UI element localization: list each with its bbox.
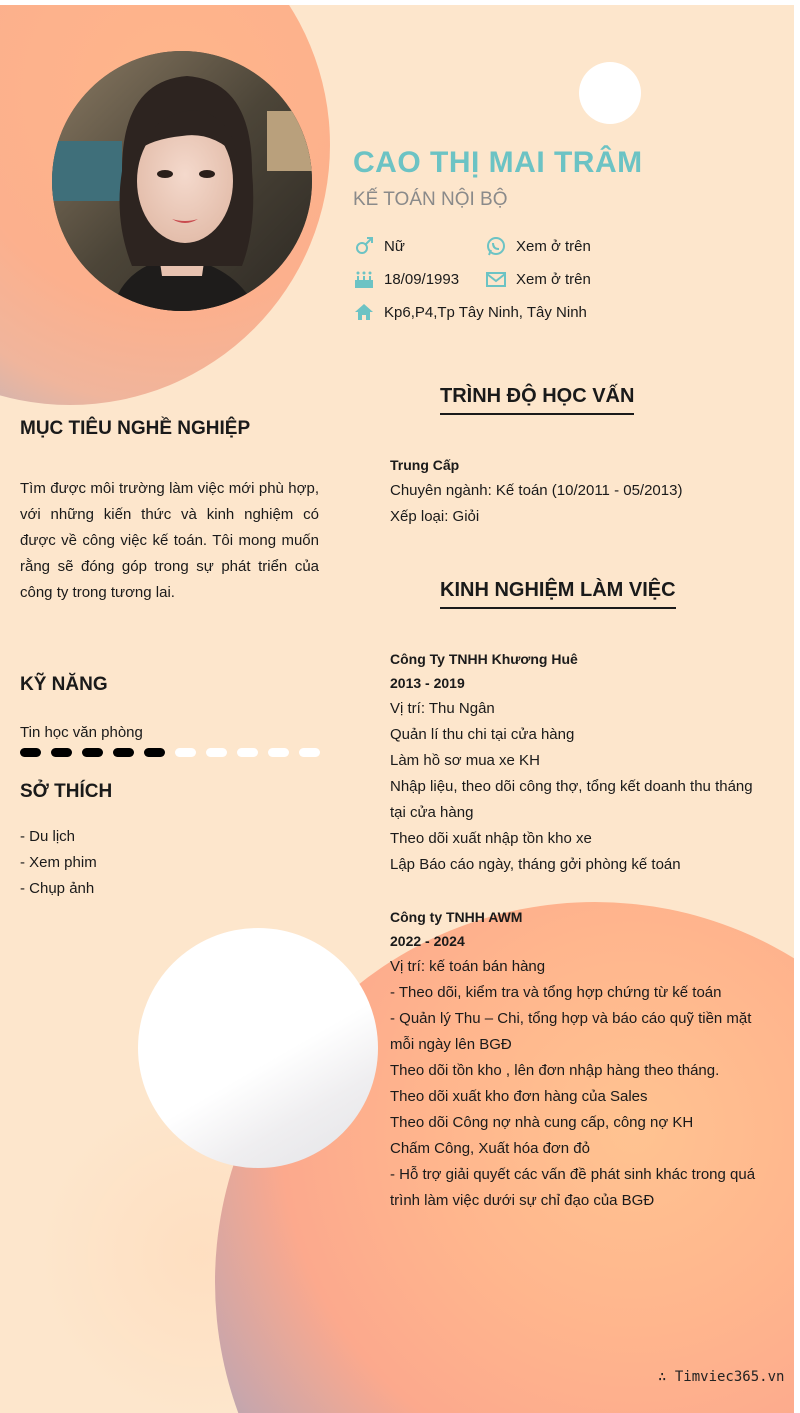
skill-dash-filled [113, 748, 134, 757]
job-detail-line: mỗi ngày lên BGĐ [390, 1036, 512, 1053]
cv-page [0, 5, 794, 1413]
job-detail-line: Làm hồ sơ mua xe KH [390, 752, 540, 769]
email-row [485, 268, 591, 290]
job-company: Công Ty TNHH Khương Huê [390, 651, 578, 667]
mail-icon [485, 268, 507, 290]
skill-name: Tin học văn phòng [20, 724, 143, 741]
birthday-value: 18/09/1993 [384, 270, 460, 288]
job-detail-line: - Quản lý Thu – Chi, tổng hợp và báo cáo quỹ tiền mặt [390, 1010, 752, 1027]
decor-circle-big [138, 928, 378, 1168]
home-icon [353, 301, 375, 323]
education-grade: Xếp loại: Giỏi [390, 508, 480, 525]
job-detail-line: trình làm việc dưới sự chỉ đạo của BGĐ [390, 1192, 655, 1209]
job-title: KẾ TOÁN NỘI BỘ [353, 189, 508, 210]
education-title: TRÌNH ĐỘ HỌC VẤN [440, 385, 634, 415]
avatar [52, 51, 312, 311]
gender-row [353, 235, 405, 257]
skill-dash-filled [20, 748, 41, 757]
phone-value: Xem ở trên [516, 237, 591, 255]
job-detail-line: - Theo dõi, kiểm tra và tổng hợp chứng từ kế toán [390, 984, 722, 1001]
candidate-name: CAO THỊ MAI TRÂM [353, 146, 643, 179]
email-value: Xem ở trên [516, 270, 591, 288]
hobby-item: - Xem phim [20, 854, 97, 871]
skill-dash-empty [237, 748, 258, 757]
job-detail-line: Vị trí: kế toán bán hàng [390, 958, 546, 975]
job-detail-line: Vị trí: Thu Ngân [390, 700, 495, 717]
skills-title: KỸ NĂNG [20, 674, 108, 695]
gender-icon [353, 235, 375, 257]
gender-value: Nữ [384, 237, 405, 255]
objective-text: Tìm được môi trường làm việc mới phù hợp, với những kiến thức và kinh nghiệm có được về công việc kế toán. Tôi mong muốn rằng sẽ đóng góp trong sự phát triển của công ty trong tương lai. [20, 480, 319, 601]
job-company: Công ty TNHH AWM [390, 909, 523, 925]
skill-dash-filled [144, 748, 165, 757]
job-detail-line: Theo dõi xuất nhập tồn kho xe [390, 830, 592, 847]
skill-level-bar [20, 748, 320, 757]
whatsapp-icon [485, 235, 507, 257]
job-detail-line: Chấm Công, Xuất hóa đơn đỏ [390, 1140, 590, 1157]
avatar-photo [52, 51, 312, 311]
education-school: Trung Cấp [390, 457, 460, 473]
skill-dash-filled [51, 748, 72, 757]
job-detail-line: Theo dõi tồn kho , lên đơn nhập hàng theo tháng. [390, 1062, 720, 1079]
skill-dash-empty [175, 748, 196, 757]
birthday-row [353, 268, 459, 290]
hobbies-title: SỞ THÍCH [20, 781, 113, 802]
job-detail-line: Lập Báo cáo ngày, tháng gởi phòng kế toán [390, 856, 681, 873]
hobby-item: - Du lịch [20, 828, 76, 845]
job-detail-line: tại cửa hàng [390, 804, 474, 821]
job-detail-line: Theo dõi xuất kho đơn hàng của Sales [390, 1088, 648, 1105]
birthday-cake-icon [353, 268, 375, 290]
experience-title: KINH NGHIỆM LÀM VIỆC [440, 579, 676, 609]
address-value: Kp6,P4,Tp Tây Ninh, Tây Ninh [384, 303, 587, 321]
job-period: 2013 - 2019 [390, 675, 465, 691]
skill-dash-filled [82, 748, 103, 757]
job-detail-line: Quản lí thu chi tại cửa hàng [390, 726, 575, 743]
phone-row [485, 235, 591, 257]
job-detail-line: - Hỗ trợ giải quyết các vấn đề phát sinh khác trong quá [390, 1166, 756, 1183]
objective-title: MỤC TIÊU NGHỀ NGHIỆP [20, 418, 251, 439]
address-row [353, 301, 587, 323]
education-major: Chuyên ngành: Kế toán (10/2011 - 05/2013) [390, 482, 683, 499]
job-period: 2022 - 2024 [390, 933, 465, 949]
skill-dash-empty [206, 748, 227, 757]
job-detail-line: Theo dõi Công nợ nhà cung cấp, công nợ KH [390, 1114, 694, 1131]
watermark: ∴ Timviec365.vn [658, 1369, 785, 1385]
hobby-item: - Chụp ảnh [20, 880, 95, 897]
decor-circle-small [579, 62, 641, 124]
skill-dash-empty [268, 748, 289, 757]
job-detail-line: Nhập liệu, theo dõi công thợ, tổng kết doanh thu tháng [390, 778, 753, 795]
skill-dash-empty [299, 748, 320, 757]
